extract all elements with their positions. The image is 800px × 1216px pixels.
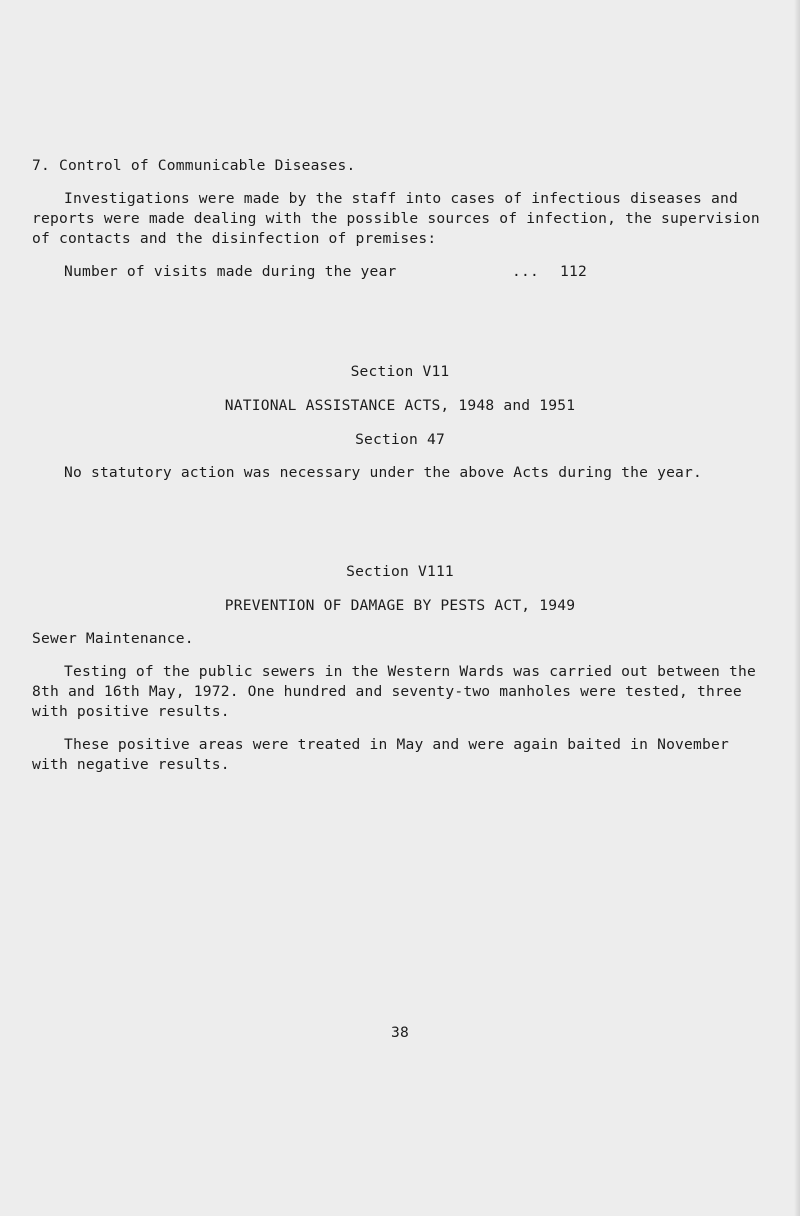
section-7-heading: 7. Control of Communicable Diseases.	[32, 157, 356, 174]
section-7-para-line-1: Investigations were made by the staff into cases of infectious diseases and	[64, 190, 738, 207]
section-vii-subheading: Section 47	[355, 431, 445, 448]
section-viii-para-1-line-2: 8th and 16th May, 1972. One hundred and seventy-two manholes were tested, three	[32, 683, 742, 700]
section-7-para-line-2: reports were made dealing with the possible sources of infection, the supervision	[32, 210, 760, 227]
section-viii-title: PREVENTION OF DAMAGE BY PESTS ACT, 1949	[224, 597, 576, 614]
visits-value: 112	[560, 263, 587, 280]
section-viii-para-2-line-1: These positive areas were treated in May and were again baited in November	[64, 736, 729, 753]
section-viii-para-2-line-2: with negative results.	[32, 756, 230, 773]
section-vii-title: NATIONAL ASSISTANCE ACTS, 1948 and 1951	[224, 397, 576, 414]
section-viii-para-1-line-3: with positive results.	[32, 703, 230, 720]
section-vii-heading: Section V11	[350, 363, 450, 380]
visits-dots: ...	[512, 263, 539, 280]
sewer-maintenance-heading: Sewer Maintenance.	[32, 630, 194, 647]
section-viii-para-1-line-1: Testing of the public sewers in the Western Wards was carried out between the	[64, 663, 756, 680]
section-vii-text: No statutory action was necessary under the above Acts during the year.	[64, 464, 703, 481]
visits-label: Number of visits made during the year	[64, 263, 397, 280]
section-7-para-line-3: of contacts and the disinfection of premises:	[32, 230, 437, 247]
page-edge-shadow	[794, 0, 800, 1216]
section-viii-heading: Section V111	[346, 563, 454, 580]
page-number: 38	[391, 1024, 409, 1041]
